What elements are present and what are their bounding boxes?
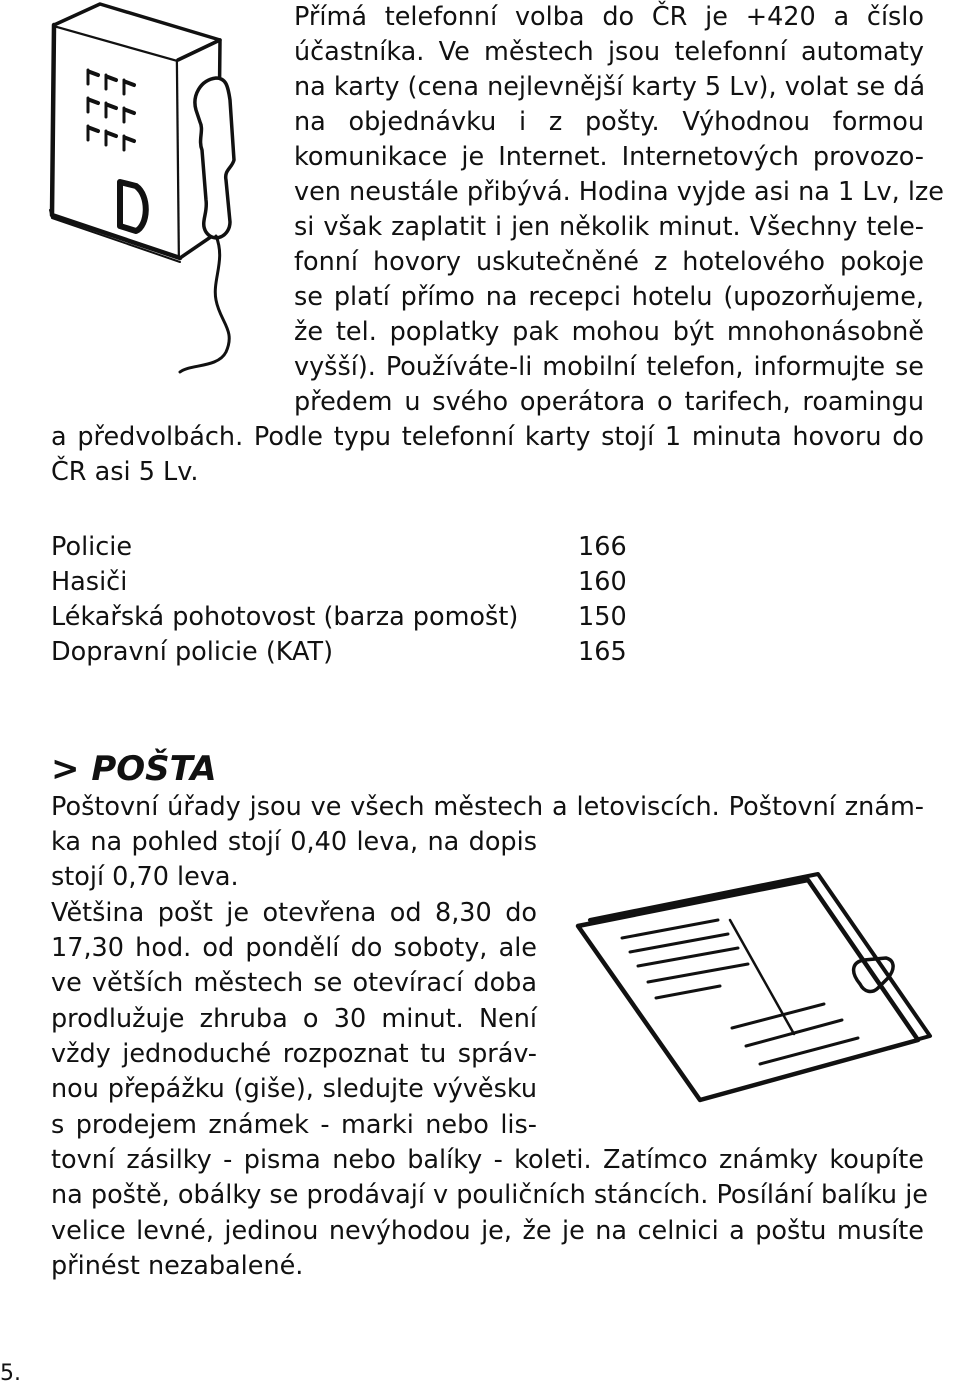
text-line: ČR asi 5 Lv. xyxy=(51,457,199,487)
emergency-label: Hasiči xyxy=(51,567,128,597)
text-line: si však zaplatit i jen několik minut. Všechny tele- xyxy=(294,212,924,242)
text-line: 17,30 hod. od pondělí do soboty, ale xyxy=(51,933,537,963)
emergency-number: 165 xyxy=(578,637,627,667)
text-line: vždy jednoduché rozpoznat tu správ- xyxy=(51,1039,537,1069)
payphone-icon xyxy=(40,0,270,380)
text-line: fonní hovory uskutečněné z hotelového pokoje xyxy=(294,247,924,277)
text-line: Přímá telefonní volba do ČR je +420 a číslo xyxy=(294,2,924,32)
page-number: 5. xyxy=(0,1361,21,1386)
emergency-number: 166 xyxy=(578,532,627,562)
text-line: tovní zásilky - pisma nebo balíky - koleti. Zatímco známky koupíte xyxy=(51,1145,924,1175)
text-line: velice levné, jedinou nevýhodou je, že je na celnici a poštu musíte xyxy=(51,1216,924,1246)
text-line: ve větších městech se otevírací doba xyxy=(51,968,537,998)
emergency-number: 150 xyxy=(578,602,627,632)
text-line: prodlužuje zhruba o 30 minut. Není xyxy=(51,1004,537,1034)
text-line: ka na pohled stojí 0,40 leva, na dopis xyxy=(51,827,537,857)
text-line: na objednávku i z pošty. Výhodnou formou xyxy=(294,107,924,137)
text-line: předem u svého operátora o tarifech, roamingu xyxy=(294,387,924,417)
text-line: a předvolbách. Podle typu telefonní karty stojí 1 minuta hovoru do xyxy=(51,422,924,452)
text-line: Poštovní úřady jsou ve všech městech a letoviscích. Poštovní znám- xyxy=(51,792,924,822)
postcard-icon xyxy=(560,860,950,1120)
text-line: ven neustále přibývá. Hodina vyjde asi na 1 Lv, lze xyxy=(294,177,944,207)
text-line: Většina pošt je otevřena od 8,30 do xyxy=(51,898,537,928)
emergency-label: Lékařská pohotovost (barza pomošt) xyxy=(51,602,519,632)
text-line: komunikace je Internet. Internetových provozo- xyxy=(294,142,924,172)
text-line: přinést nezabalené. xyxy=(51,1251,304,1281)
emergency-number: 160 xyxy=(578,567,627,597)
text-line: se platí přímo na recepci hotelu (upozorňujeme, xyxy=(294,282,924,312)
text-line: vyšší). Používáte-li mobilní telefon, informujte se xyxy=(294,352,924,382)
emergency-label: Policie xyxy=(51,532,133,562)
text-line: že tel. poplatky pak mohou být mnohonásobně xyxy=(294,317,924,347)
section-heading-posta: > POŠTA xyxy=(51,749,217,789)
text-line: na karty (cena nejlevnější karty 5 Lv), volat se dá xyxy=(294,72,926,102)
emergency-label: Dopravní policie (KAT) xyxy=(51,637,334,667)
text-line: účastníka. Ve městech jsou telefonní automaty xyxy=(294,37,924,67)
text-line: stojí 0,70 leva. xyxy=(51,862,239,892)
text-line: nou přepážku (giše), sledujte vývěsku xyxy=(51,1074,537,1104)
text-line: na poště, obálky se prodávají v pouličních stáncích. Posílání balíku je xyxy=(51,1180,928,1210)
text-line: s prodejem známek - marki nebo lis- xyxy=(51,1110,537,1140)
